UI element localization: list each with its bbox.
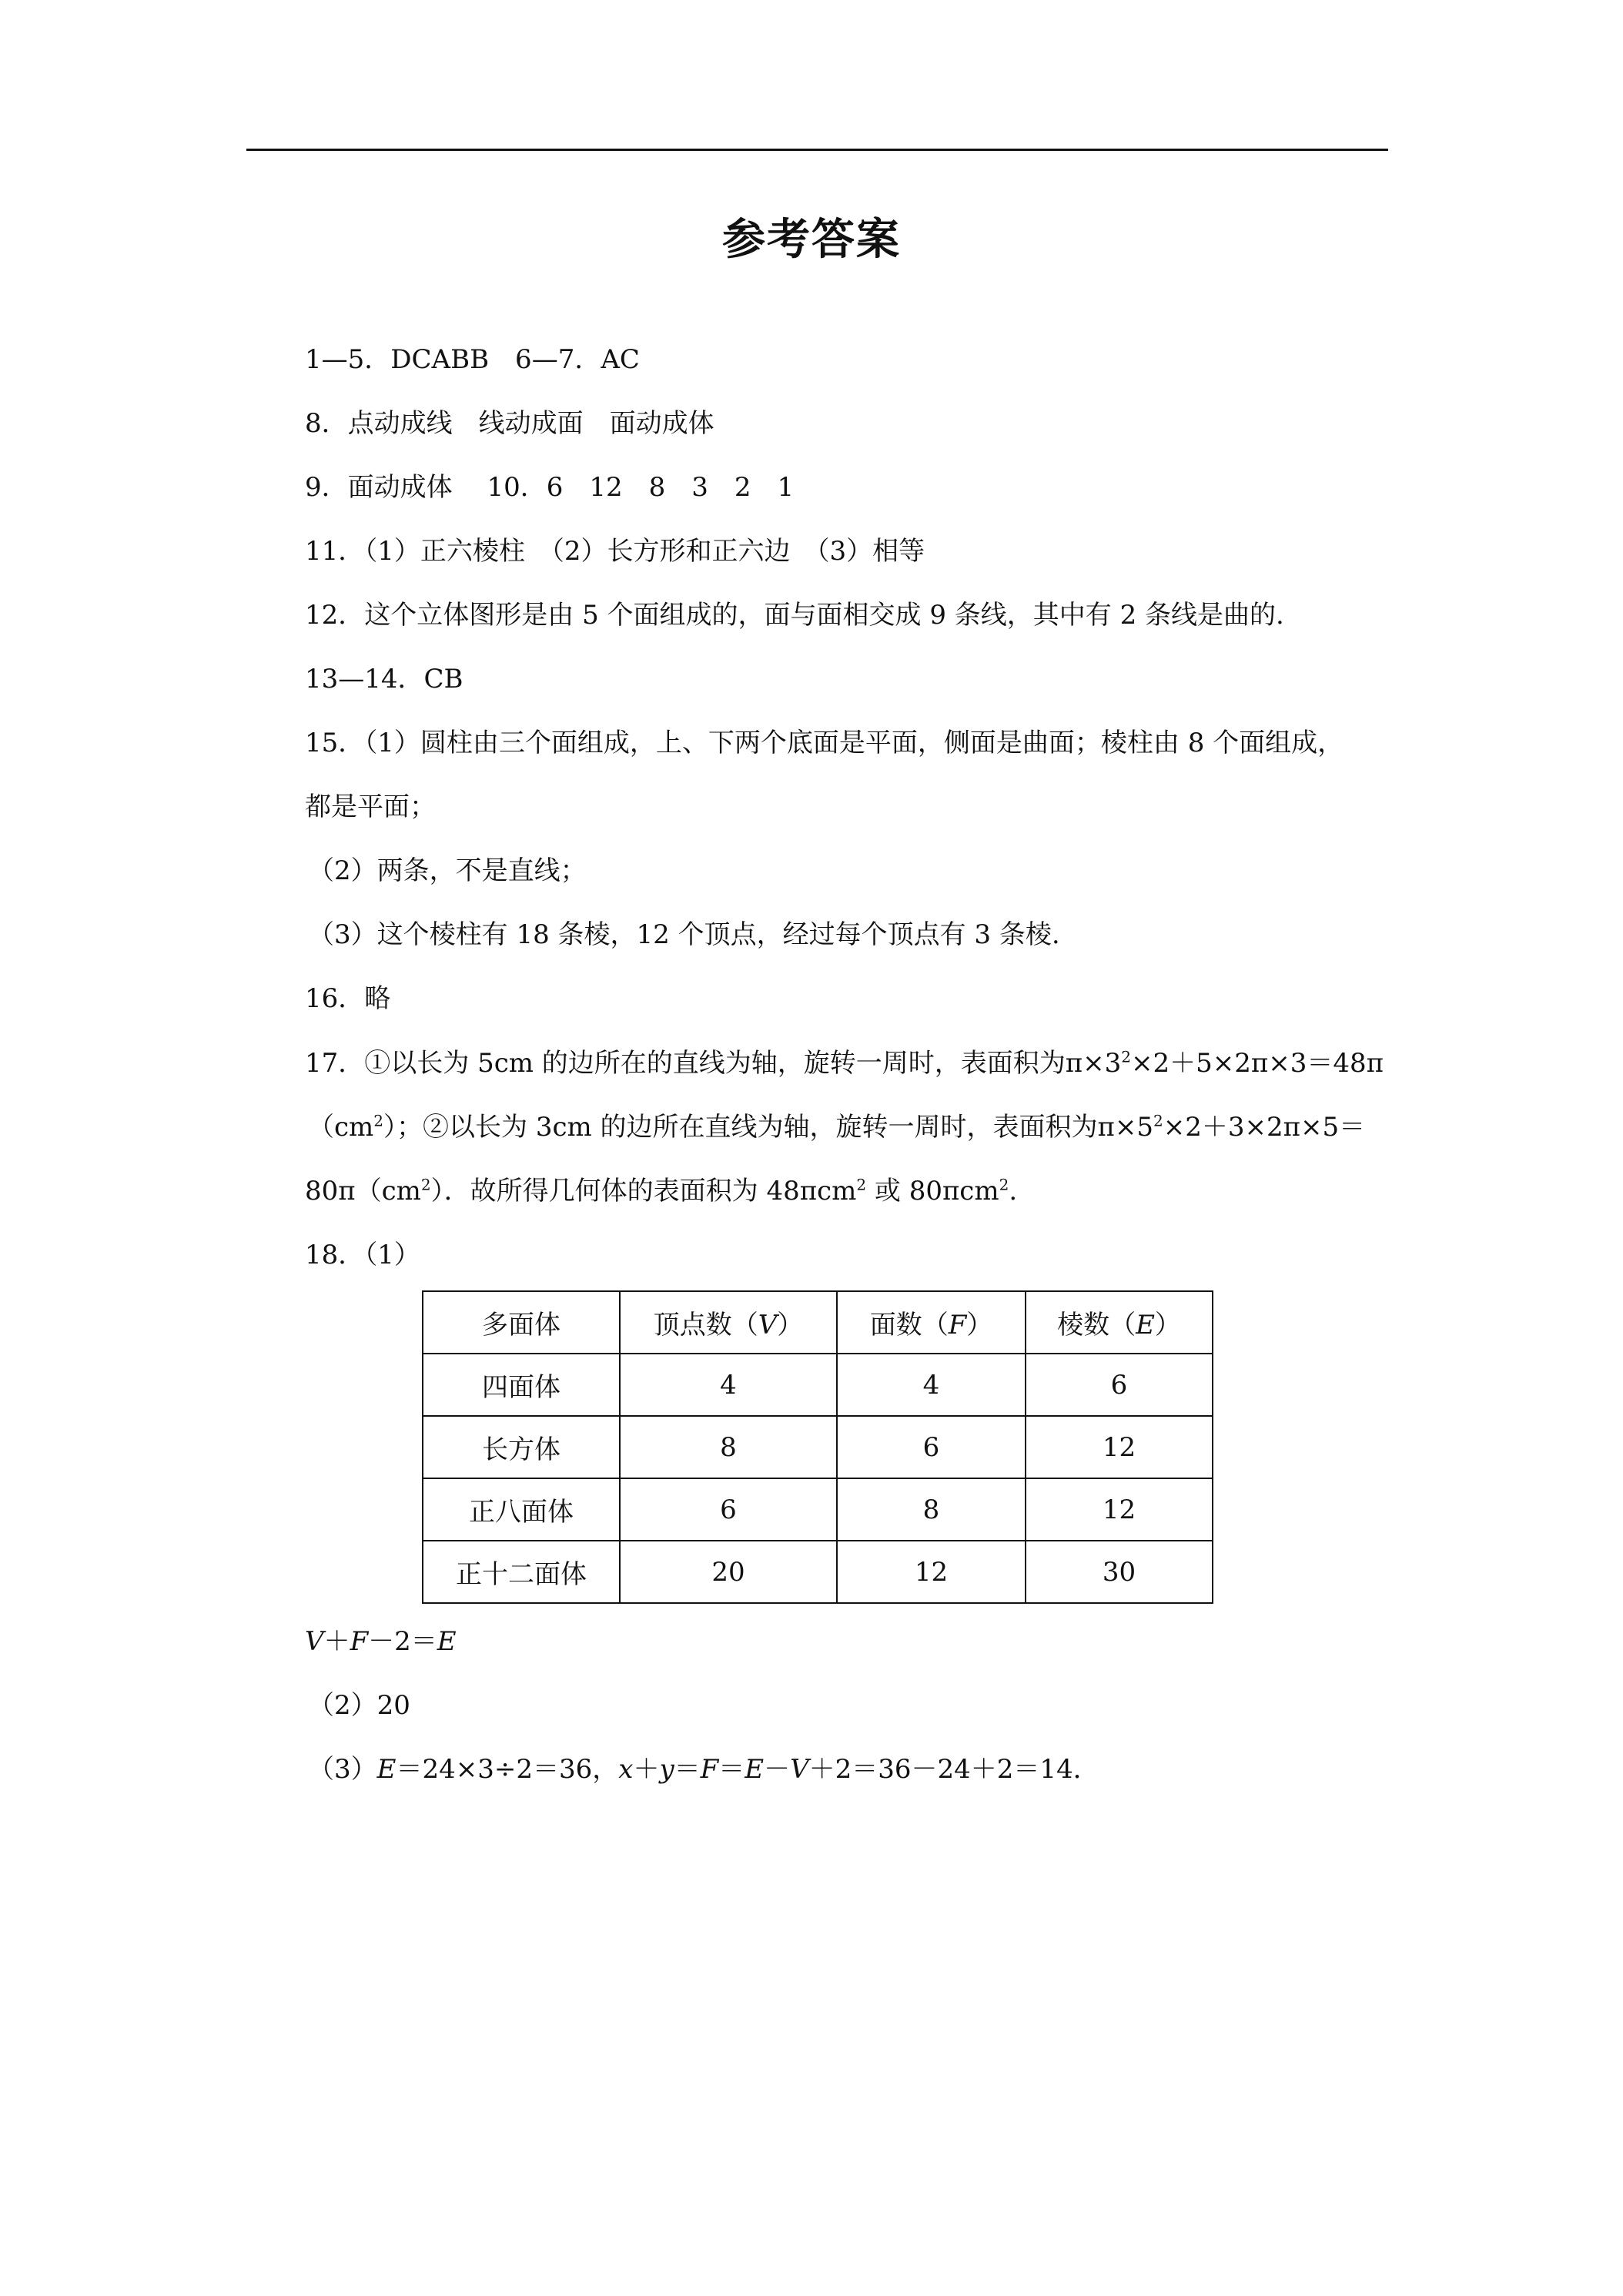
text-span: . <box>1009 1176 1018 1207</box>
header-polyhedron <box>423 1291 620 1354</box>
answer-line-15-1: 15．（1）圆柱由三个面组成，上、下两个底面是平面，侧面是曲面；棱柱由 8 个面组成， <box>305 728 1344 758</box>
answer-line-15-2: （2）两条，不是直线； <box>308 855 587 886</box>
header-text: 棱数（ <box>1057 1310 1136 1340</box>
header-vertices <box>620 1291 837 1354</box>
header-edges <box>1026 1291 1213 1354</box>
table-cell: 正十二面体 <box>423 1541 620 1603</box>
answer-line-9-10: 9．面动成体 10．6 12 8 3 2 1 <box>305 472 795 503</box>
table-row <box>423 1416 1213 1478</box>
header-rule <box>246 149 1388 151</box>
table-cell: 8 <box>620 1416 837 1478</box>
answer-line-18-2: （2）20 <box>308 1690 410 1721</box>
table-cell: 正八面体 <box>423 1478 620 1541</box>
answer-line-11: 11．（1）正六棱柱 （2）长方形和正六边 （3）相等 <box>305 536 925 567</box>
header-text: 顶点数（ <box>653 1310 758 1340</box>
answer-line-1-7: 1—5．DCABB 6—7．AC <box>305 344 640 375</box>
text-span: ）；②以长为 3cm 的边所在直线为轴，旋转一周时，表面积为π×5 <box>383 1112 1154 1143</box>
header-faces <box>837 1291 1026 1354</box>
superscript: 2 <box>1121 1047 1131 1066</box>
text-span: ＝24×3÷2＝36， <box>396 1754 619 1785</box>
polyhedra-table <box>422 1290 1213 1604</box>
table-cell: 长方体 <box>423 1416 620 1478</box>
table-row <box>423 1354 1213 1416</box>
text-span: ＋2＝36－24＋2＝14． <box>808 1754 1099 1785</box>
var-e: E <box>376 1754 397 1785</box>
answer-line-17-b <box>308 1109 1365 1146</box>
answer-line-16: 16．略 <box>305 983 391 1014</box>
answer-line-13-14: 13—14．CB <box>305 664 463 694</box>
answer-line-15-1-cont: 都是平面； <box>305 792 436 822</box>
header-text: 多面体 <box>482 1310 561 1340</box>
table-cell: 4 <box>837 1354 1026 1416</box>
euler-formula <box>305 1623 457 1660</box>
table-row <box>423 1541 1213 1603</box>
header-var: V <box>758 1310 778 1340</box>
answer-line-8: 8．点动成线 线动成面 面动成体 <box>305 408 714 439</box>
header-text: 面数（ <box>869 1310 949 1340</box>
table-cell: 30 <box>1026 1541 1213 1603</box>
var-y: y <box>659 1754 674 1785</box>
superscript: 2 <box>1153 1111 1163 1130</box>
table-cell: 12 <box>1026 1416 1213 1478</box>
text-span: ×2＋3×2π×5＝ <box>1163 1112 1366 1143</box>
table-cell: 6 <box>620 1478 837 1541</box>
answer-line-15-3: （3）这个棱柱有 18 条棱，12 个顶点，经过每个顶点有 3 条棱. <box>308 919 1060 950</box>
operator: ＝ <box>674 1754 701 1785</box>
var-f: F <box>700 1754 719 1785</box>
table-cell: 6 <box>837 1416 1026 1478</box>
text-span: （cm <box>308 1112 374 1143</box>
table-cell: 12 <box>837 1541 1026 1603</box>
var-e: E <box>745 1754 765 1785</box>
header-var: F <box>948 1310 967 1340</box>
answer-line-17-c <box>305 1173 1017 1210</box>
table-cell: 6 <box>1026 1354 1213 1416</box>
table-cell: 20 <box>620 1541 837 1603</box>
page-title: 参考答案 <box>722 215 901 265</box>
answer-line-18-label: 18．（1） <box>305 1240 420 1270</box>
table-cell: 四面体 <box>423 1354 620 1416</box>
operator: ＋ <box>323 1626 350 1657</box>
text-span: 17．①以长为 5cm 的边所在的直线为轴，旋转一周时，表面积为π×3 <box>305 1048 1122 1079</box>
var-f: F <box>350 1626 369 1657</box>
superscript: 2 <box>373 1111 384 1130</box>
header-close: ） <box>1154 1310 1181 1340</box>
answer-line-18-3 <box>308 1751 1099 1788</box>
superscript: 2 <box>420 1175 431 1194</box>
table-row <box>423 1478 1213 1541</box>
operator: ＝ <box>718 1754 745 1785</box>
answer-line-17-a <box>305 1045 1384 1082</box>
var-v: V <box>790 1754 809 1785</box>
header-close: ） <box>966 1310 993 1340</box>
operator: ＋ <box>633 1754 660 1785</box>
text-span: ）．故所得几何体的表面积为 48πcm <box>430 1176 857 1207</box>
operator: －2＝ <box>368 1626 437 1657</box>
header-var: E <box>1136 1310 1155 1340</box>
var-x: x <box>618 1754 634 1785</box>
table-header-row <box>423 1291 1213 1354</box>
table-cell: 8 <box>837 1478 1026 1541</box>
superscript: 2 <box>856 1175 867 1194</box>
header-close: ） <box>777 1310 804 1340</box>
text-span: 80π（cm <box>305 1176 421 1207</box>
text-span: （3） <box>308 1754 377 1785</box>
superscript: 2 <box>999 1175 1009 1194</box>
var-v: V <box>305 1626 324 1657</box>
operator: － <box>764 1754 791 1785</box>
table-cell: 12 <box>1026 1478 1213 1541</box>
text-span: ×2＋5×2π×3＝48π <box>1131 1048 1384 1079</box>
table-cell: 4 <box>620 1354 837 1416</box>
answer-line-12: 12．这个立体图形是由 5 个面组成的，面与面相交成 9 条线，其中有 2 条线是曲的. <box>305 600 1284 631</box>
text-span: 或 80πcm <box>866 1176 999 1207</box>
var-e: E <box>437 1626 457 1657</box>
